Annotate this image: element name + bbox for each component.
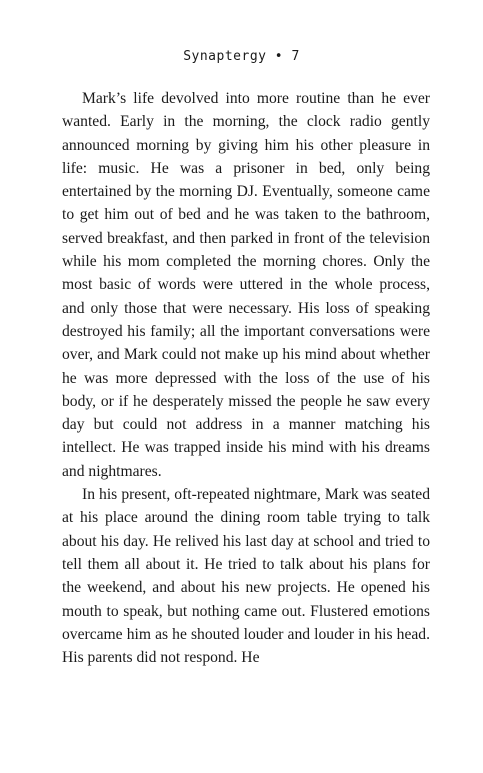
paragraph-2: In his present, oft-repeated nightmare, Mark was seated at his place around the dining room table trying to talk about his day. He relived his last day at school and tried to tell them all about it. He tried to talk about his plans for the weekend, and about his new projects. He opened his mouth to speak, but nothing came out. Flustered emotions overcame him as he shouted louder and louder in his head. His parents did not respond. He <box>62 486 430 667</box>
paragraph-1: Mark’s life devolved into more routine than he ever wanted. Early in the morning, the clock radio gently announced morning by giving him his other pleasure in life: music. He was a prisoner in bed, only being entertained by the morning DJ. Eventually, someone came to get him out of bed and he was taken to the bathroom, served breakfast, and then parked in front of the television while his mom completed the morning chores. Only the most basic of words were uttered in the whole process, and only those that were necessary. His loss of speaking destroyed his family; all the important conversations were over, and Mark could not make up his mind about whether he was more depressed with the loss of the use of his body, or if he desperately missed the people he saw every day but could not address in a manner matching his intellect. He was trapped inside his mind with his dreams and nightmares. <box>62 90 430 480</box>
body-text <box>62 87 430 669</box>
running-header: Synaptergy • 7 <box>183 49 300 64</box>
